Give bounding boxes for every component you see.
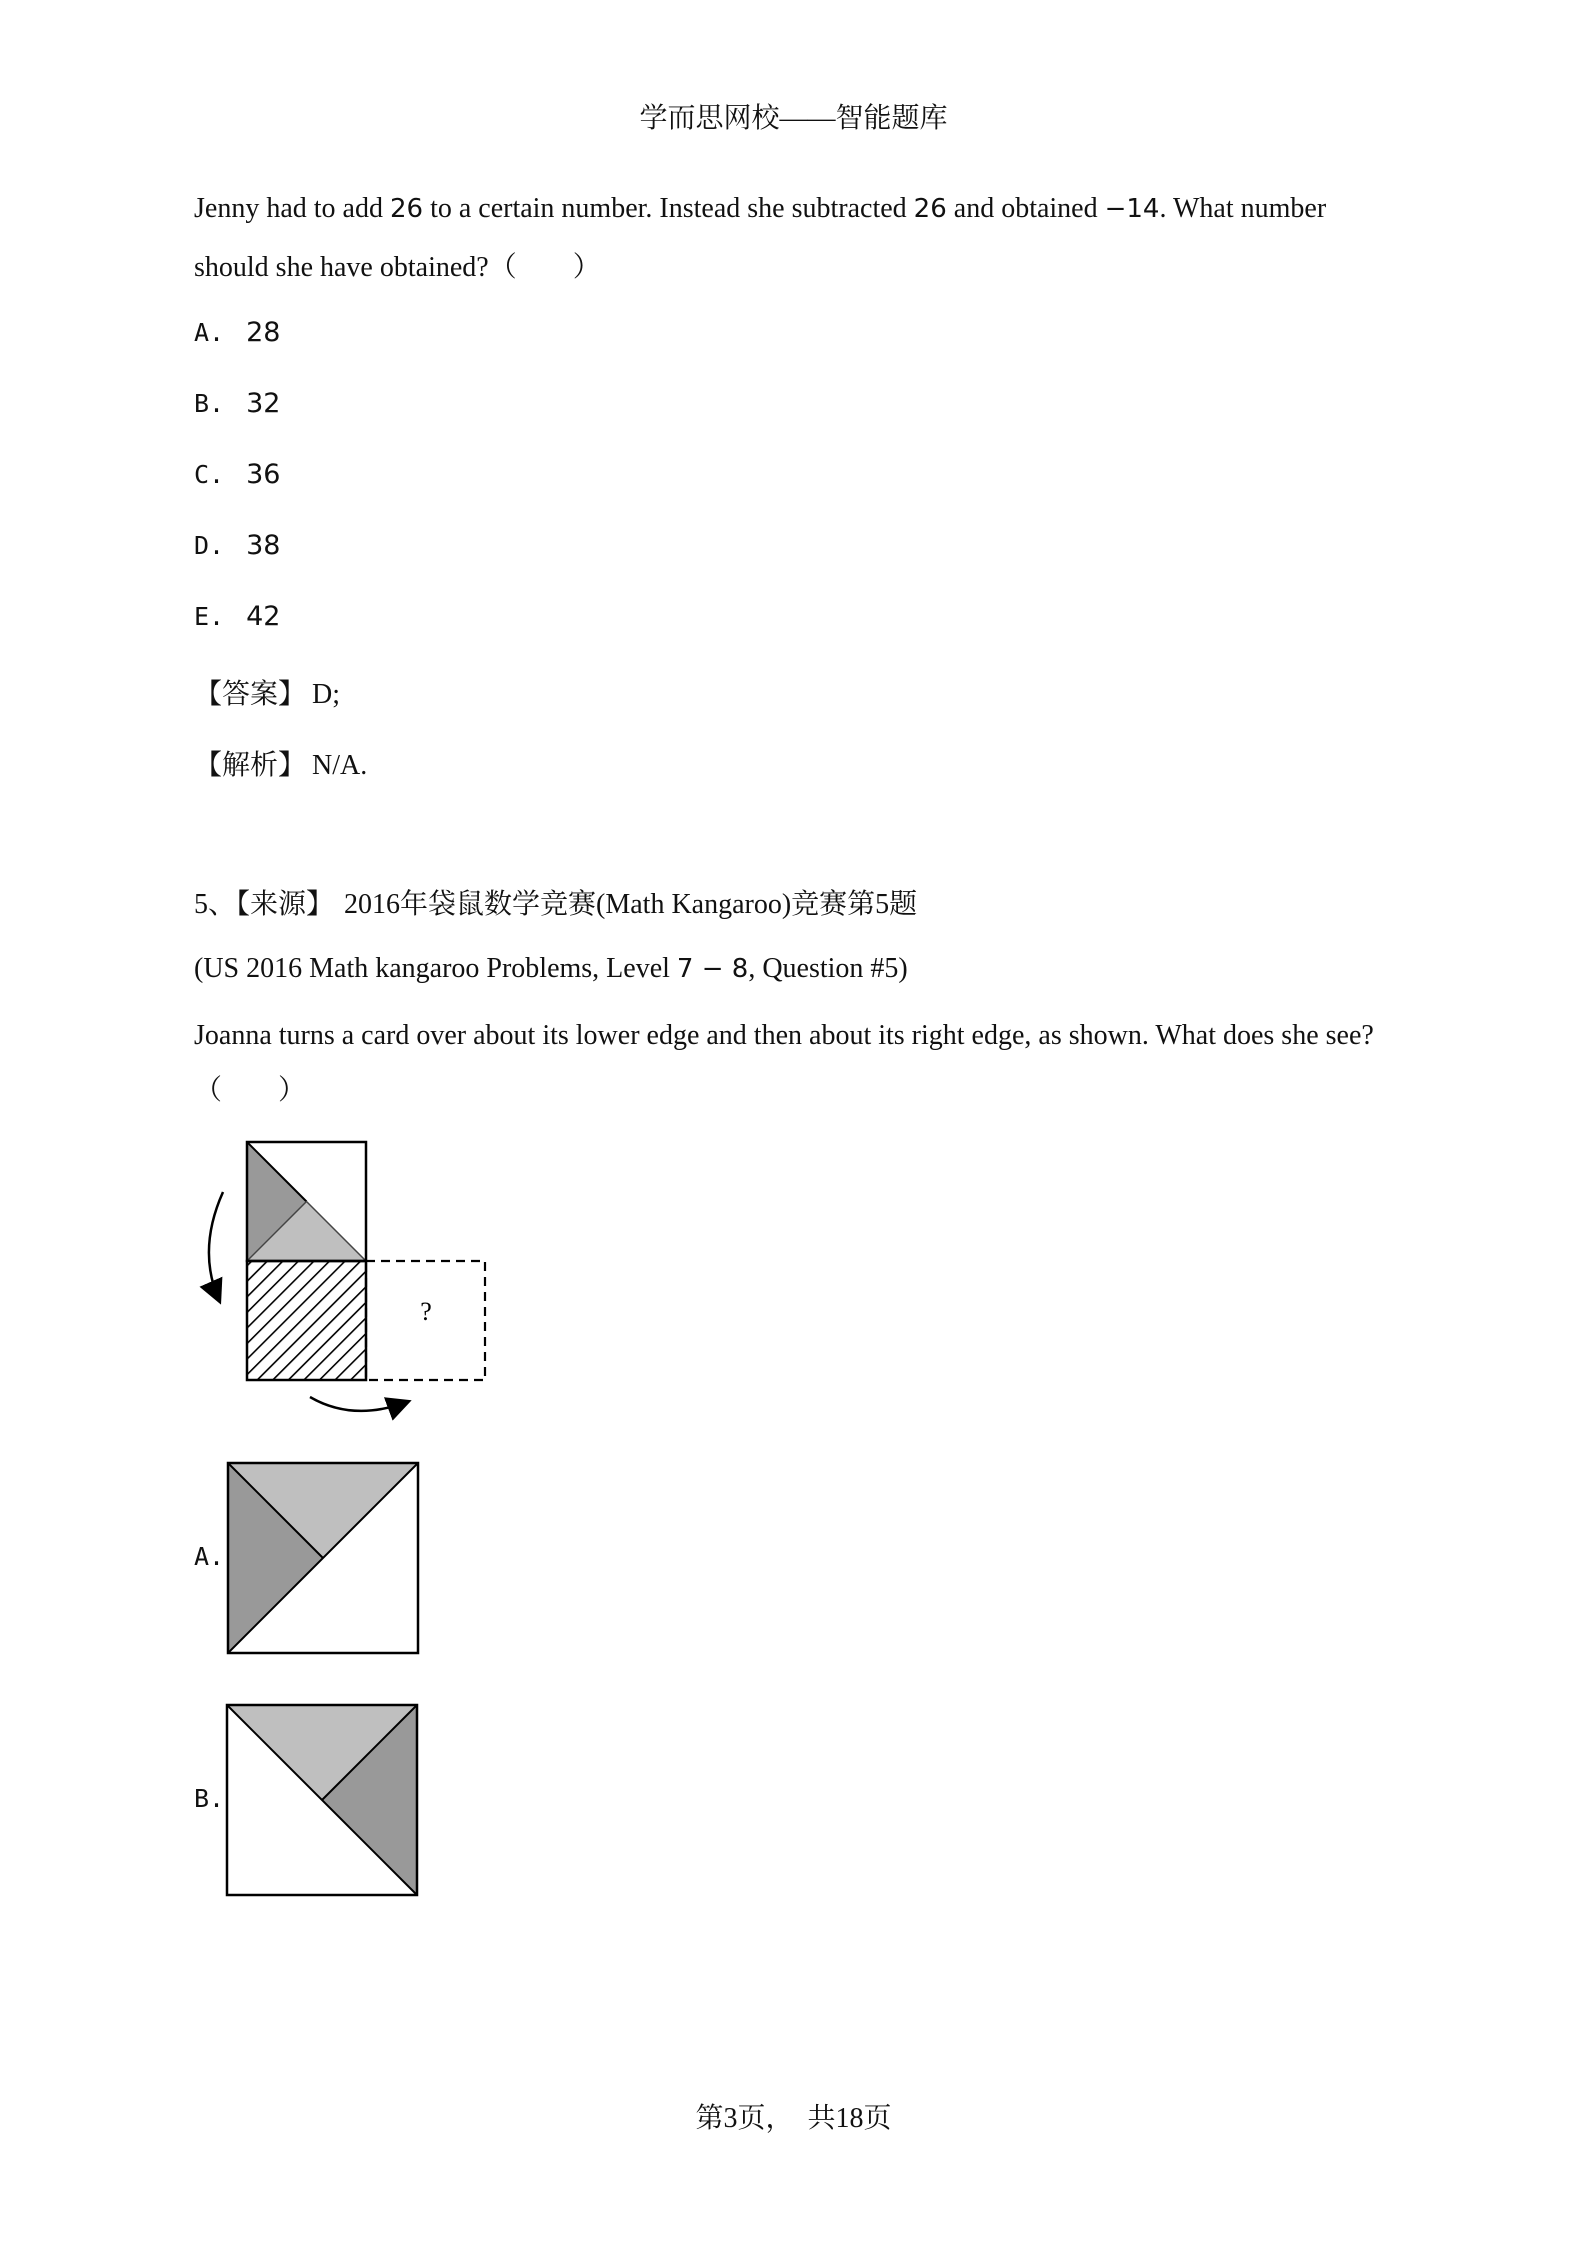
q5-ref-post: , Question #5) — [748, 953, 908, 984]
question-5-source — [194, 882, 917, 922]
question-4-line-1 — [194, 193, 1326, 225]
q4-number-2: 26 — [913, 194, 947, 224]
q4-option-e — [194, 601, 280, 633]
q4-text-b: to a certain number. Instead she subtracted — [423, 193, 914, 224]
q4-option-b-letter: B. — [194, 389, 225, 418]
q5-option-b-label — [194, 1783, 224, 1815]
q5-source-text: 2016年袋鼠数学竞赛(Math Kangaroo)竞赛第5题 — [344, 889, 918, 920]
q5-source-label: 【来源】 — [236, 889, 335, 920]
q5-option-a-figure — [226, 1461, 422, 1657]
question-5-reference — [194, 953, 908, 985]
q5-option-a-letter: A. — [194, 1542, 225, 1571]
q5-number: 5、 — [194, 889, 237, 920]
q4-option-b-value: 32 — [246, 388, 281, 419]
analysis-label: 【解析】 — [194, 750, 307, 781]
q4-number-3: −14 — [1104, 194, 1160, 224]
page-footer: 第3页， 共18页 — [695, 2103, 892, 2134]
answer-label: 【答案】 — [194, 679, 307, 710]
flip-down-arrow-icon — [209, 1192, 223, 1300]
q4-option-e-letter: E. — [194, 602, 225, 631]
q5-ref-range: 7 − 8 — [676, 954, 749, 984]
q5-option-a-label — [194, 1541, 224, 1573]
q4-option-a-letter: A. — [194, 318, 225, 347]
q4-option-b — [194, 388, 280, 420]
q4-answer — [194, 672, 340, 712]
q4-option-c-letter: C. — [194, 460, 225, 489]
question-5-text: Joanna turns a card over about its lower edge and then about its right edge, as shown. What does she see? — [194, 1020, 1374, 1051]
q4-option-a-value: 28 — [246, 317, 281, 348]
top-card — [247, 1142, 366, 1261]
analysis-value: N/A. — [312, 750, 368, 781]
q4-number-1: 26 — [389, 194, 424, 224]
q4-text-a: Jenny had to add — [194, 193, 390, 224]
flip-right-arrow-icon — [310, 1397, 407, 1411]
q4-text-c: and obtained — [946, 193, 1105, 224]
q4-option-c-value: 36 — [246, 459, 281, 490]
page-header-title: 学而思网校——智能题库 — [639, 103, 948, 134]
unknown-question-mark: ? — [420, 1297, 432, 1326]
q5-ref-pre: (US 2016 Math kangaroo Problems, Level — [194, 953, 677, 984]
q4-analysis — [194, 743, 367, 783]
question-5-paren: （ ） — [194, 1075, 307, 1106]
q4-option-d-letter: D. — [194, 531, 225, 560]
card-flip-figure — [195, 1130, 495, 1425]
q4-text-d: . What number — [1159, 193, 1327, 224]
q5-option-b-letter: B. — [194, 1784, 225, 1813]
hatched-card-back — [247, 1261, 366, 1380]
q4-option-d-value: 38 — [246, 530, 281, 561]
answer-value: D; — [312, 679, 341, 710]
q4-option-d — [194, 530, 280, 562]
q5-option-b-figure — [225, 1703, 421, 1899]
question-4-line-2: should she have obtained?（ ） — [194, 252, 601, 283]
q4-option-c — [194, 459, 280, 491]
q4-option-e-value: 42 — [246, 601, 281, 632]
q4-option-a — [194, 317, 280, 349]
